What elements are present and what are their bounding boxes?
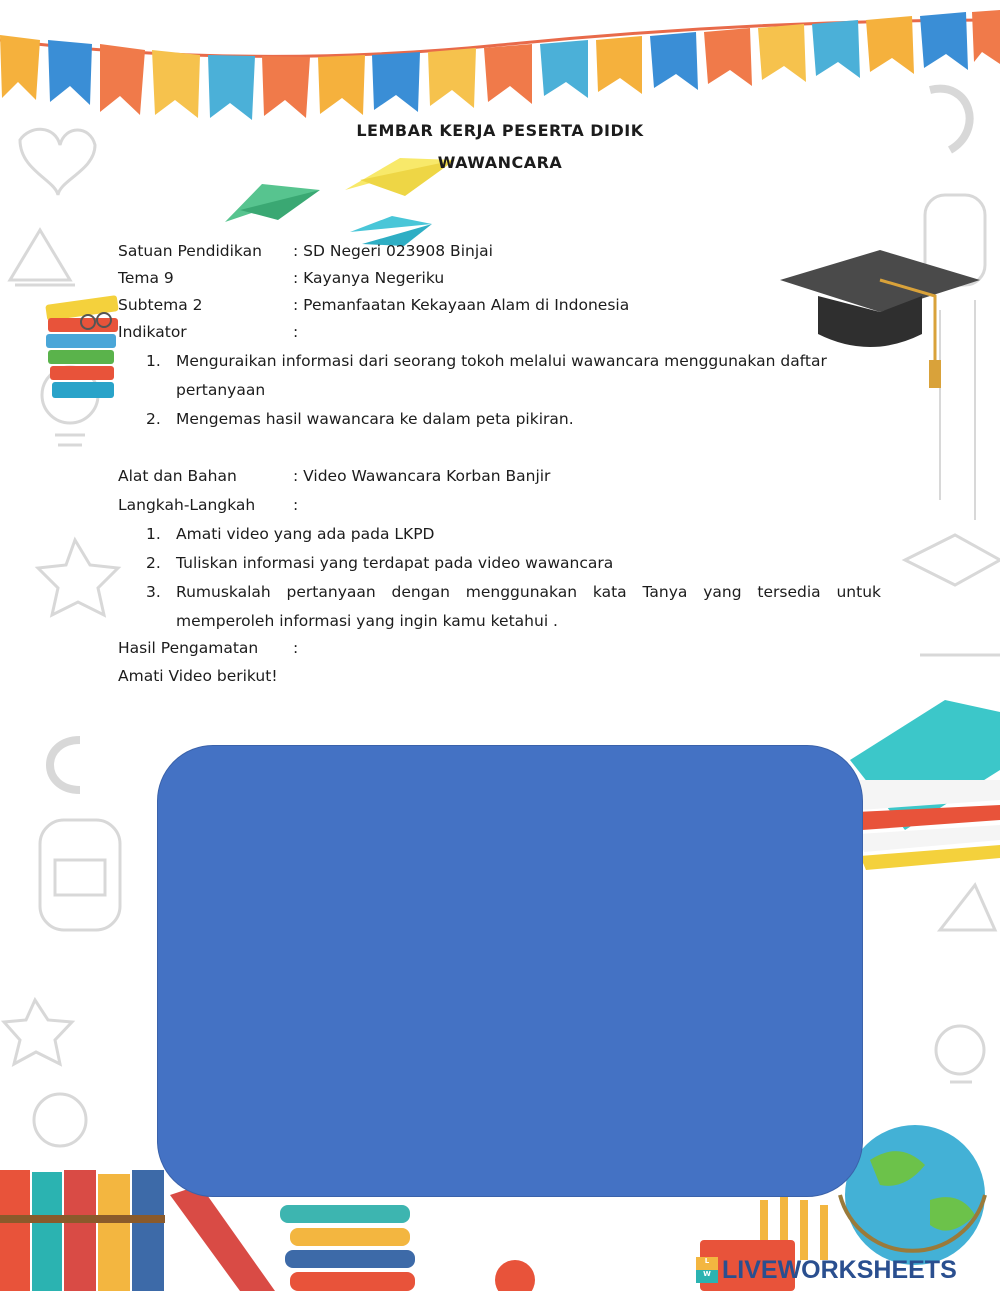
list-text: Menguraikan informasi dari seorang tokoh melalui wawancara menggunakan daftar pertanyaan: [176, 352, 827, 399]
brand-name: LIVEWORKSHEETS: [722, 1255, 957, 1284]
langkah-label: Langkah-Langkah: [118, 496, 256, 514]
brand-logo-icon: [696, 1257, 718, 1283]
list-item: [146, 405, 881, 434]
worksheet-subtitle: WAWANCARA: [437, 153, 563, 172]
indikator-label: Indikator: [118, 323, 187, 341]
brand-logo-letter: W: [696, 1270, 718, 1283]
list-text: Mengemas hasil wawancara ke dalam peta pikiran.: [176, 410, 574, 428]
info-row-subtema: [118, 294, 629, 316]
indikator-value: :: [293, 323, 299, 341]
list-text-block: [176, 578, 881, 636]
indikator-list: [146, 347, 881, 434]
info-row-satuan: [118, 240, 493, 262]
info-row-alat: [118, 465, 550, 487]
list-number: 2.: [146, 410, 161, 428]
alat-value: : Video Wawancara Korban Banjir: [293, 467, 551, 485]
tema-value: : Kayanya Negeriku: [293, 269, 445, 287]
subtema-label: Subtema 2: [118, 296, 203, 314]
info-row-indikator: [118, 321, 298, 343]
list-item: [146, 578, 881, 636]
hasil-value: :: [293, 639, 299, 657]
list-item: [146, 347, 881, 405]
list-number: 1.: [146, 352, 161, 370]
info-row-tema: [118, 267, 444, 289]
tema-label: Tema 9: [118, 269, 174, 287]
hasil-instruction: Amati Video berikut!: [118, 667, 278, 685]
list-item: [146, 549, 881, 578]
info-row-hasil: [118, 637, 298, 659]
langkah-list: [146, 520, 881, 636]
brand-logo-letter: L: [696, 1257, 718, 1270]
liveworksheets-logo: [696, 1255, 957, 1285]
worksheet-title: LEMBAR KERJA PESERTA DIDIK: [356, 121, 644, 140]
video-embed-area[interactable]: [157, 745, 863, 1197]
satuan-label: Satuan Pendidikan: [118, 242, 262, 260]
hasil-label: Hasil Pengamatan: [118, 639, 259, 657]
info-row-langkah: [118, 494, 298, 516]
alat-label: Alat dan Bahan: [118, 467, 237, 485]
list-text: Amati video yang ada pada LKPD: [176, 525, 435, 543]
list-text-continued: memperoleh informasi yang ingin kamu ketahui .: [176, 612, 558, 630]
langkah-value: :: [293, 496, 299, 514]
list-number: 1.: [146, 525, 161, 543]
list-text: Rumuskalah pertanyaan dengan menggunakan kata Tanya yang tersedia untuk: [176, 583, 881, 601]
list-item: [146, 520, 881, 549]
list-number: 2.: [146, 554, 161, 572]
list-text: Tuliskan informasi yang terdapat pada video wawancara: [176, 554, 614, 572]
list-number: 3.: [146, 583, 161, 601]
subtema-value: : Pemanfaatan Kekayaan Alam di Indonesia: [293, 296, 630, 314]
satuan-value: : SD Negeri 023908 Binjai: [293, 242, 493, 260]
